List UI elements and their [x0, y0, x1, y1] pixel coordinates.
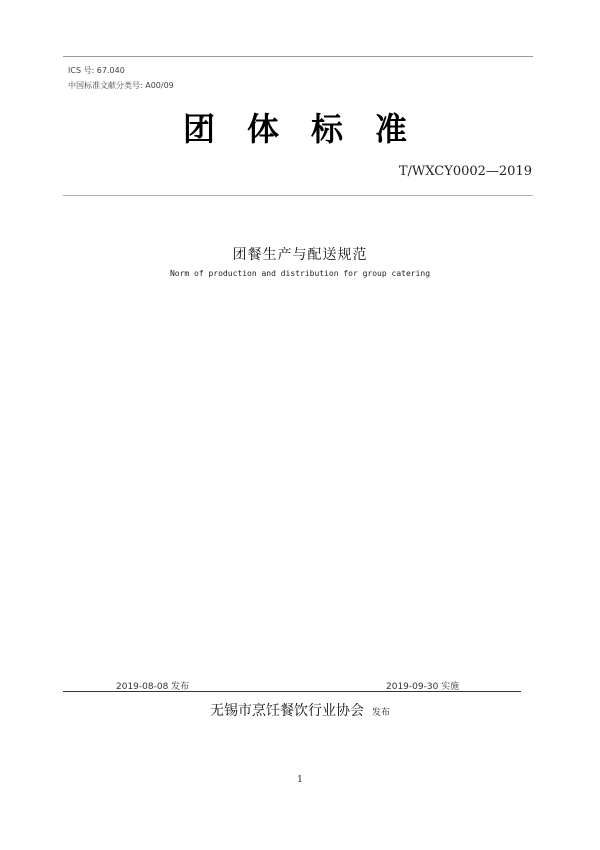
issue-date: 2019-08-08 发布: [116, 682, 190, 692]
page-number: 1: [297, 775, 303, 785]
publisher-suffix: 发布: [371, 708, 390, 718]
top-divider: [63, 56, 533, 57]
publisher-line: [0, 700, 600, 720]
document-title-english: Norm of production and distribution for group catering: [169, 269, 431, 278]
publisher-name: 无锡市烹饪餐饮行业协会: [209, 703, 364, 719]
title-divider: [63, 195, 533, 196]
standard-type-title: 团体标准: [182, 110, 439, 148]
implementation-date: 2019-09-30 实施: [386, 682, 460, 692]
document-title-chinese: 团餐生产与配送规范: [232, 247, 368, 263]
bottom-divider: [63, 691, 521, 692]
ccs-classification: 中国标准文献分类号: A00/09: [68, 81, 174, 90]
ics-code: ICS 号: 67.040: [68, 66, 125, 75]
standard-number: T/WXCY0002—2019: [398, 164, 532, 179]
